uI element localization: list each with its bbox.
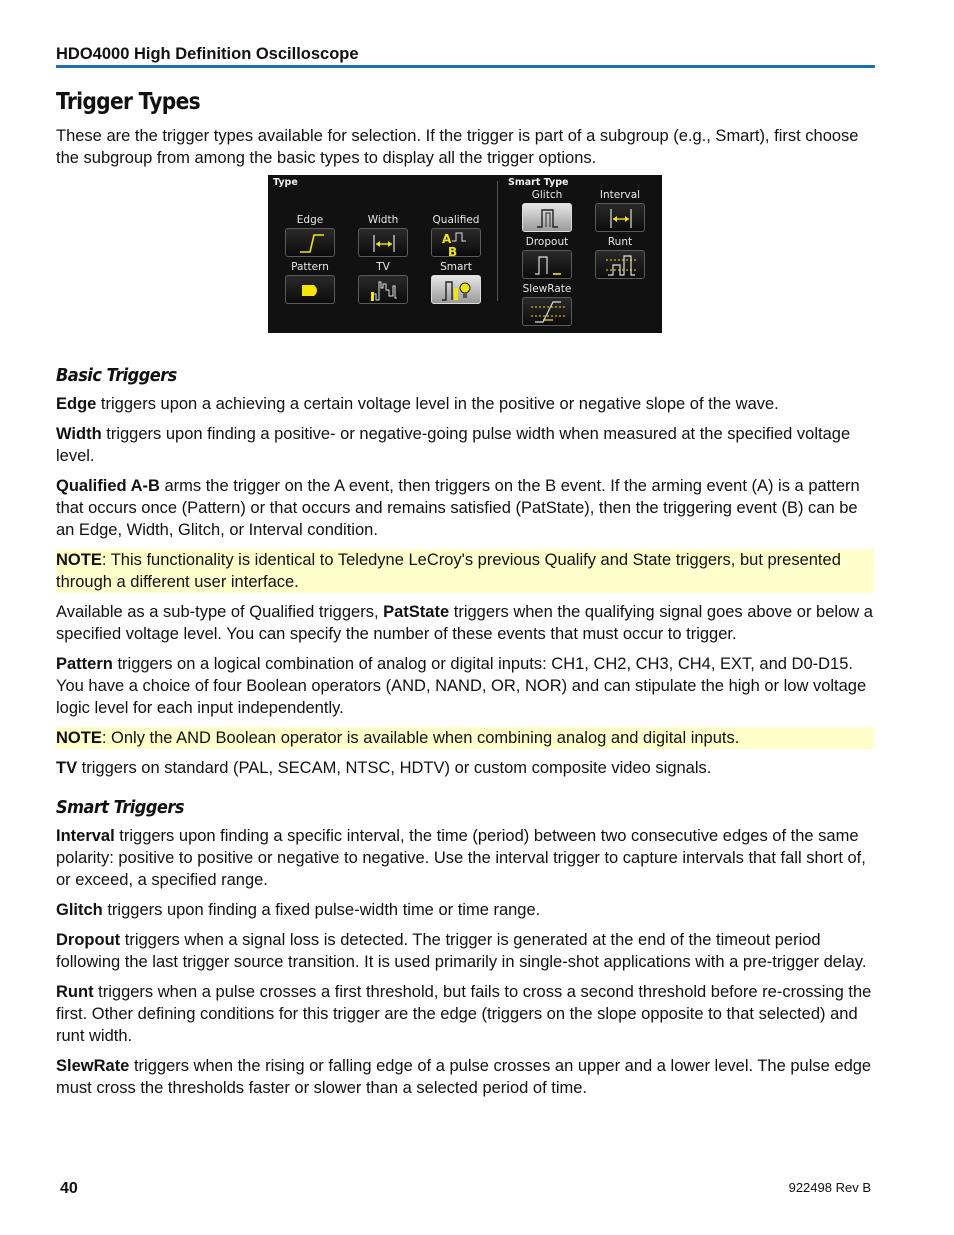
document-revision: 922498 Rev B: [788, 1180, 871, 1195]
smart-lightbulb-icon: [432, 276, 482, 305]
rising-edge-icon: [286, 229, 336, 258]
dropout-label: Dropout: [525, 236, 569, 248]
dropout-icon: [523, 251, 573, 280]
glitch-term: Glitch: [56, 901, 103, 919]
qualified-term: Qualified A-B: [56, 477, 160, 495]
basic-triggers-heading: Basic Triggers: [56, 365, 177, 386]
edge-label: Edge: [296, 214, 324, 226]
patstate-term: PatState: [383, 603, 450, 621]
tv-term: TV: [56, 759, 78, 777]
dropout-button[interactable]: [522, 250, 572, 279]
patstate-intro: Available as a sub-type of Qualified triggers,: [56, 603, 384, 621]
trigger-type-panel: [268, 175, 662, 333]
page-number: 40: [60, 1180, 78, 1197]
interval-label: Interval: [599, 189, 641, 201]
patstate-description: [56, 601, 874, 645]
runt-button[interactable]: [595, 250, 645, 279]
glitch-button[interactable]: [522, 203, 572, 232]
width-label: Width: [367, 214, 399, 226]
interval-icon: [596, 204, 646, 233]
slewrate-label: SlewRate: [522, 283, 572, 295]
note-label: NOTE: [56, 551, 102, 569]
interval-button[interactable]: [595, 203, 645, 232]
runt-text: triggers when a pulse crosses a first threshold, but fails to cross a second threshold before re-crossing the first. Other defining conditions for this trigger are the edge (triggers on the slope opposite to that selected) and runt width.: [56, 983, 872, 1045]
slewrate-icon: [523, 298, 573, 327]
pattern-text: triggers on a logical combination of analog or digital inputs: CH1, CH2, CH3, CH4, EXT, and D0-D15. You have a choice of four Boolean operators (AND, NAND, OR, NOR) and can stipulate the high or low voltage logic level for each input independently.: [56, 655, 867, 717]
tv-label: TV: [376, 261, 390, 273]
header-rule: [56, 65, 875, 68]
slewrate-term: SlewRate: [56, 1057, 130, 1075]
width-term: Width: [56, 425, 102, 443]
slewrate-button[interactable]: [522, 297, 572, 326]
qualified-b-glyph: B: [448, 245, 458, 258]
running-header: HDO4000 High Definition Oscilloscope: [56, 45, 359, 63]
runt-description: [56, 981, 874, 1047]
page-content: [56, 125, 874, 1107]
type-section-label: Type: [273, 177, 298, 188]
pattern-label: Pattern: [291, 261, 329, 273]
note-text: : This functionality is identical to Teledyne LeCroy's previous Qualify and State triggers, but presented through a different user interface.: [56, 551, 841, 591]
qualified-button[interactable]: [431, 228, 481, 257]
tv-text: triggers on standard (PAL, SECAM, NTSC, HDTV) or custom composite video signals.: [77, 759, 712, 777]
dropout-text: triggers when a signal loss is detected. The trigger is generated at the end of the timeout period following the last trigger source transition. It is used primarily in single-shot applications with a pre-trigger delay.: [56, 931, 867, 971]
pattern-button[interactable]: [285, 275, 335, 304]
tv-button[interactable]: [358, 275, 408, 304]
glitch-text: triggers upon finding a fixed pulse-width time or time range.: [102, 901, 541, 919]
intro-paragraph: These are the trigger types available for selection. If the trigger is part of a subgroup (e.g., Smart), first choose the subgroup from among the basic types to display all the trigger options.: [56, 127, 859, 167]
qualified-ab-icon: [432, 229, 482, 258]
interval-description: [56, 825, 874, 891]
edge-description: [56, 393, 874, 415]
runt-term: Runt: [56, 983, 94, 1001]
tv-video-icon: [359, 276, 409, 305]
glitch-icon: [523, 204, 573, 233]
width-description: [56, 423, 874, 467]
note-text: : Only the AND Boolean operator is available when combining analog and digital inputs.: [101, 729, 740, 747]
width-text: triggers upon finding a positive- or negative-going pulse width when measured at the specified voltage level.: [56, 425, 851, 465]
qualified-description: [56, 475, 874, 541]
interval-term: Interval: [56, 827, 115, 845]
dropout-description: [56, 929, 874, 973]
slewrate-text: triggers when the rising or falling edge of a pulse crosses an upper and a lower level. The pulse edge must cross the thresholds faster or slower than a selected period of time.: [56, 1057, 872, 1097]
page-title: Trigger Types: [56, 89, 200, 115]
qualified-a-glyph: A: [442, 232, 452, 246]
note-qualify-state: [56, 549, 874, 593]
glitch-description: [56, 899, 874, 921]
edge-term: Edge: [56, 395, 97, 413]
pattern-description: [56, 653, 874, 719]
patstate-text: triggers when the qualifying signal goes above or below a specified voltage level. You can specify the number of these events that must occur to trigger.: [56, 603, 873, 643]
runt-icon: [596, 251, 646, 280]
note-label: NOTE: [56, 729, 102, 747]
tv-description: [56, 757, 874, 779]
smart-button[interactable]: [431, 275, 481, 304]
smart-label: Smart: [440, 261, 472, 273]
pulse-width-icon: [359, 229, 409, 258]
glitch-label: Glitch: [531, 189, 563, 201]
note-and-operator: [56, 727, 874, 749]
smart-type-section-label: Smart Type: [508, 177, 569, 188]
qualified-label: Qualified: [432, 214, 480, 226]
interval-text: triggers upon finding a specific interval, the time (period) between two consecutive edges of the same polarity: positive to positive or negative to negative. Use the interval trigger to capture intervals that fall short of, or exceed, a specified range.: [56, 827, 866, 889]
qualified-text: arms the trigger on the A event, then triggers on the B event. If the arming event (A) is a pattern that occurs once (Pattern) or that occurs and remains satisfied (PatState), then the triggering event (B) can be an Edge, Width, Glitch, or Interval condition.: [56, 477, 860, 539]
edge-text: triggers upon a achieving a certain voltage level in the positive or negative slope of the wave.: [96, 395, 779, 413]
smart-triggers-heading: Smart Triggers: [56, 797, 184, 818]
pattern-term: Pattern: [56, 655, 113, 673]
dropout-term: Dropout: [56, 931, 121, 949]
edge-button[interactable]: [285, 228, 335, 257]
runt-label: Runt: [607, 236, 633, 248]
panel-divider: [497, 181, 498, 301]
slewrate-description: [56, 1055, 874, 1099]
pattern-icon: [286, 276, 336, 305]
width-button[interactable]: [358, 228, 408, 257]
